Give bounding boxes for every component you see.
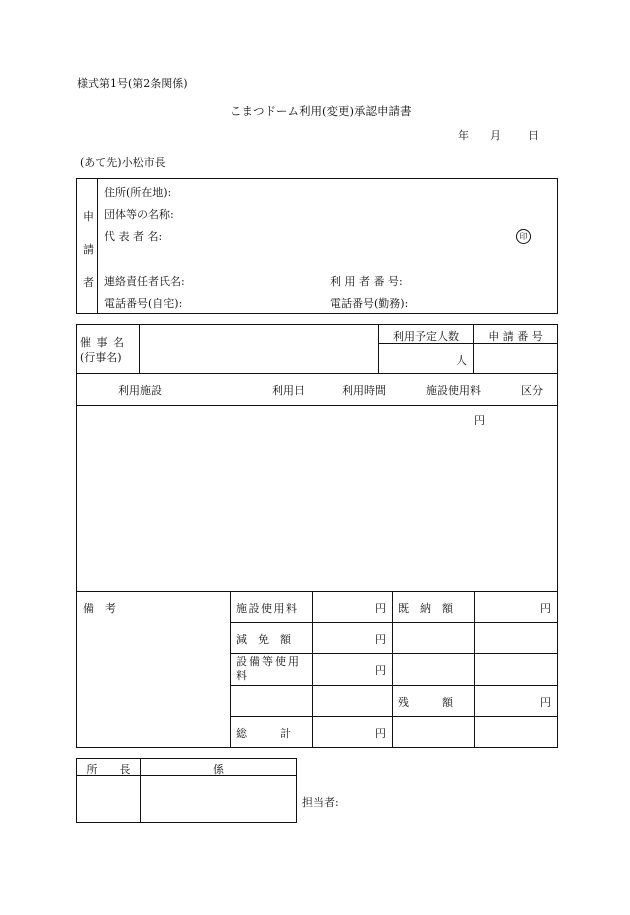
user-number-field[interactable]: 利 用 者 番 号:	[330, 275, 403, 288]
header-use-time: 利用時間	[342, 384, 386, 397]
representative-field[interactable]: 代 表 者 名:	[104, 230, 163, 243]
header-facility-fee: 施設使用料	[426, 384, 481, 397]
document-title: こまつドーム利用(変更)承認申請書	[230, 104, 412, 118]
header-category: 区分	[521, 384, 543, 397]
total-yen: 円	[375, 727, 386, 740]
applicant-label-1: 申	[83, 210, 94, 223]
applicant-label-3: 者	[83, 276, 94, 289]
seal-icon: 印	[516, 229, 531, 244]
contact-person-field[interactable]: 連絡責任者氏名:	[104, 275, 185, 288]
balance-label: 残 額	[398, 696, 453, 709]
event-name-input[interactable]	[141, 327, 377, 371]
header-facility: 利用施設	[118, 384, 162, 397]
fees-line-4	[231, 716, 557, 717]
facility-header-bottom	[77, 405, 557, 406]
app-number-label: 申 請 番 号	[488, 330, 543, 343]
remarks-input[interactable]	[80, 616, 226, 744]
event-name-label: 催 事 名	[80, 336, 125, 349]
chief-label: 所 長	[86, 763, 131, 776]
balance-yen: 円	[540, 696, 551, 709]
addressee: (あて先)小松市長	[80, 156, 166, 169]
staff-label: 係	[213, 763, 224, 776]
fees-divider-1	[230, 592, 231, 747]
fees-divider-2	[312, 592, 313, 747]
fees-divider-4	[474, 592, 475, 747]
people-unit: 人	[456, 354, 467, 367]
event-name-sub: (行事名)	[80, 351, 122, 364]
date-day[interactable]: 日	[528, 129, 539, 142]
fees-line-3	[231, 685, 557, 686]
reduction-yen: 円	[375, 633, 386, 646]
facility-fee-label: 施設使用料	[236, 602, 299, 615]
header-use-date: 利用日	[272, 384, 305, 397]
fees-divider-3	[392, 592, 393, 747]
staff-seal-area[interactable]	[143, 778, 294, 820]
applicant-label-2: 請	[83, 243, 94, 256]
phone-work-field[interactable]: 電話番号(勤務):	[330, 297, 409, 310]
person-in-charge-label[interactable]: 担当者:	[302, 796, 339, 809]
app-number-input[interactable]	[475, 345, 556, 371]
paid-yen: 円	[540, 602, 551, 615]
event-row-bottom	[77, 373, 557, 374]
remarks-label: 備 考	[83, 602, 116, 615]
paid-label: 既 納 額	[398, 602, 453, 615]
reduction-label: 減 免 額	[236, 633, 291, 646]
phone-home-field[interactable]: 電話番号(自宅):	[104, 297, 183, 310]
expected-users-label: 利用予定人数	[393, 330, 459, 343]
fees-line-2	[231, 653, 557, 654]
expected-users-input[interactable]	[380, 345, 452, 371]
equipment-fee-yen: 円	[375, 664, 386, 677]
facility-details-area[interactable]	[79, 407, 555, 589]
form-number: 様式第1号(第2条関係)	[77, 77, 188, 90]
fees-line-1	[231, 622, 557, 623]
org-name-field[interactable]: 団体等の名称:	[104, 208, 174, 221]
event-label-divider	[139, 325, 140, 373]
total-label: 総 計	[236, 727, 291, 740]
facility-yen: 円	[474, 414, 485, 427]
equipment-fee-label: 設備等使用料	[236, 655, 301, 682]
address-field[interactable]: 住所(所在地):	[104, 186, 172, 199]
date-year[interactable]: 年	[458, 129, 469, 142]
chief-seal-area[interactable]	[79, 778, 138, 820]
facility-fee-yen: 円	[375, 602, 386, 615]
fees-top-line	[77, 591, 557, 592]
applicant-divider	[97, 179, 98, 313]
date-month[interactable]: 月	[490, 129, 501, 142]
